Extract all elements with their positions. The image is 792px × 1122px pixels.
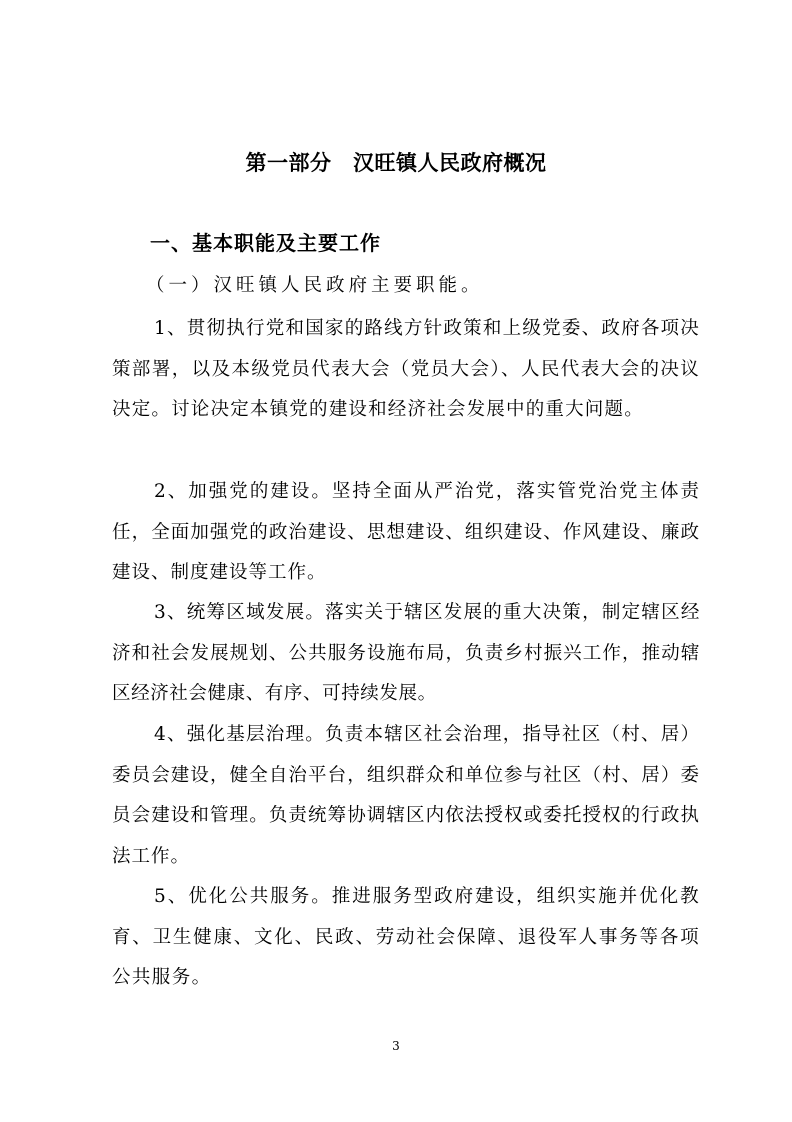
paragraph-duty-5: 5、优化公共服务。推进服务型政府建设，组织实施并优化教育、卫生健康、文化、民政、劳动社会保障、退役军人事务等各项公共服务。 <box>112 886 700 988</box>
page-title: 第一部分 汉旺镇人民政府概况 <box>245 151 547 175</box>
paragraph-duty-1: 1、贯彻执行党和国家的路线方针政策和上级党委、政府各项决策部署，以及本级党员代表大会（党员大会）、人民代表大会的决议决定。讨论决定本镇党的建设和经济社会发展中的重大问题。 <box>112 318 700 420</box>
paragraph-duty-3: 3、统筹区域发展。落实关于辖区发展的重大决策，制定辖区经济和社会发展规划、公共服务设施布局，负责乡村振兴工作，推动辖区经济社会健康、有序、可持续发展。 <box>112 602 700 704</box>
paragraph-duty-4: 4、强化基层治理。负责本辖区社会治理，指导社区（村、居）委员会建设，健全自治平台，组织群众和单位参与社区（村、居）委员会建设和管理。负责统筹协调辖区内依法授权或委托授权的行政执法工作。 <box>112 724 700 867</box>
page-number: 3 <box>392 1039 400 1053</box>
subsection-heading: （一）汉旺镇人民政府主要职能。 <box>146 275 484 296</box>
paragraph-duty-2: 2、加强党的建设。坚持全面从严治党，落实管党治党主体责任，全面加强党的政治建设、思想建设、组织建设、作风建设、廉政建设、制度建设等工作。 <box>112 481 700 583</box>
section-heading: 一、基本职能及主要工作 <box>150 231 381 255</box>
